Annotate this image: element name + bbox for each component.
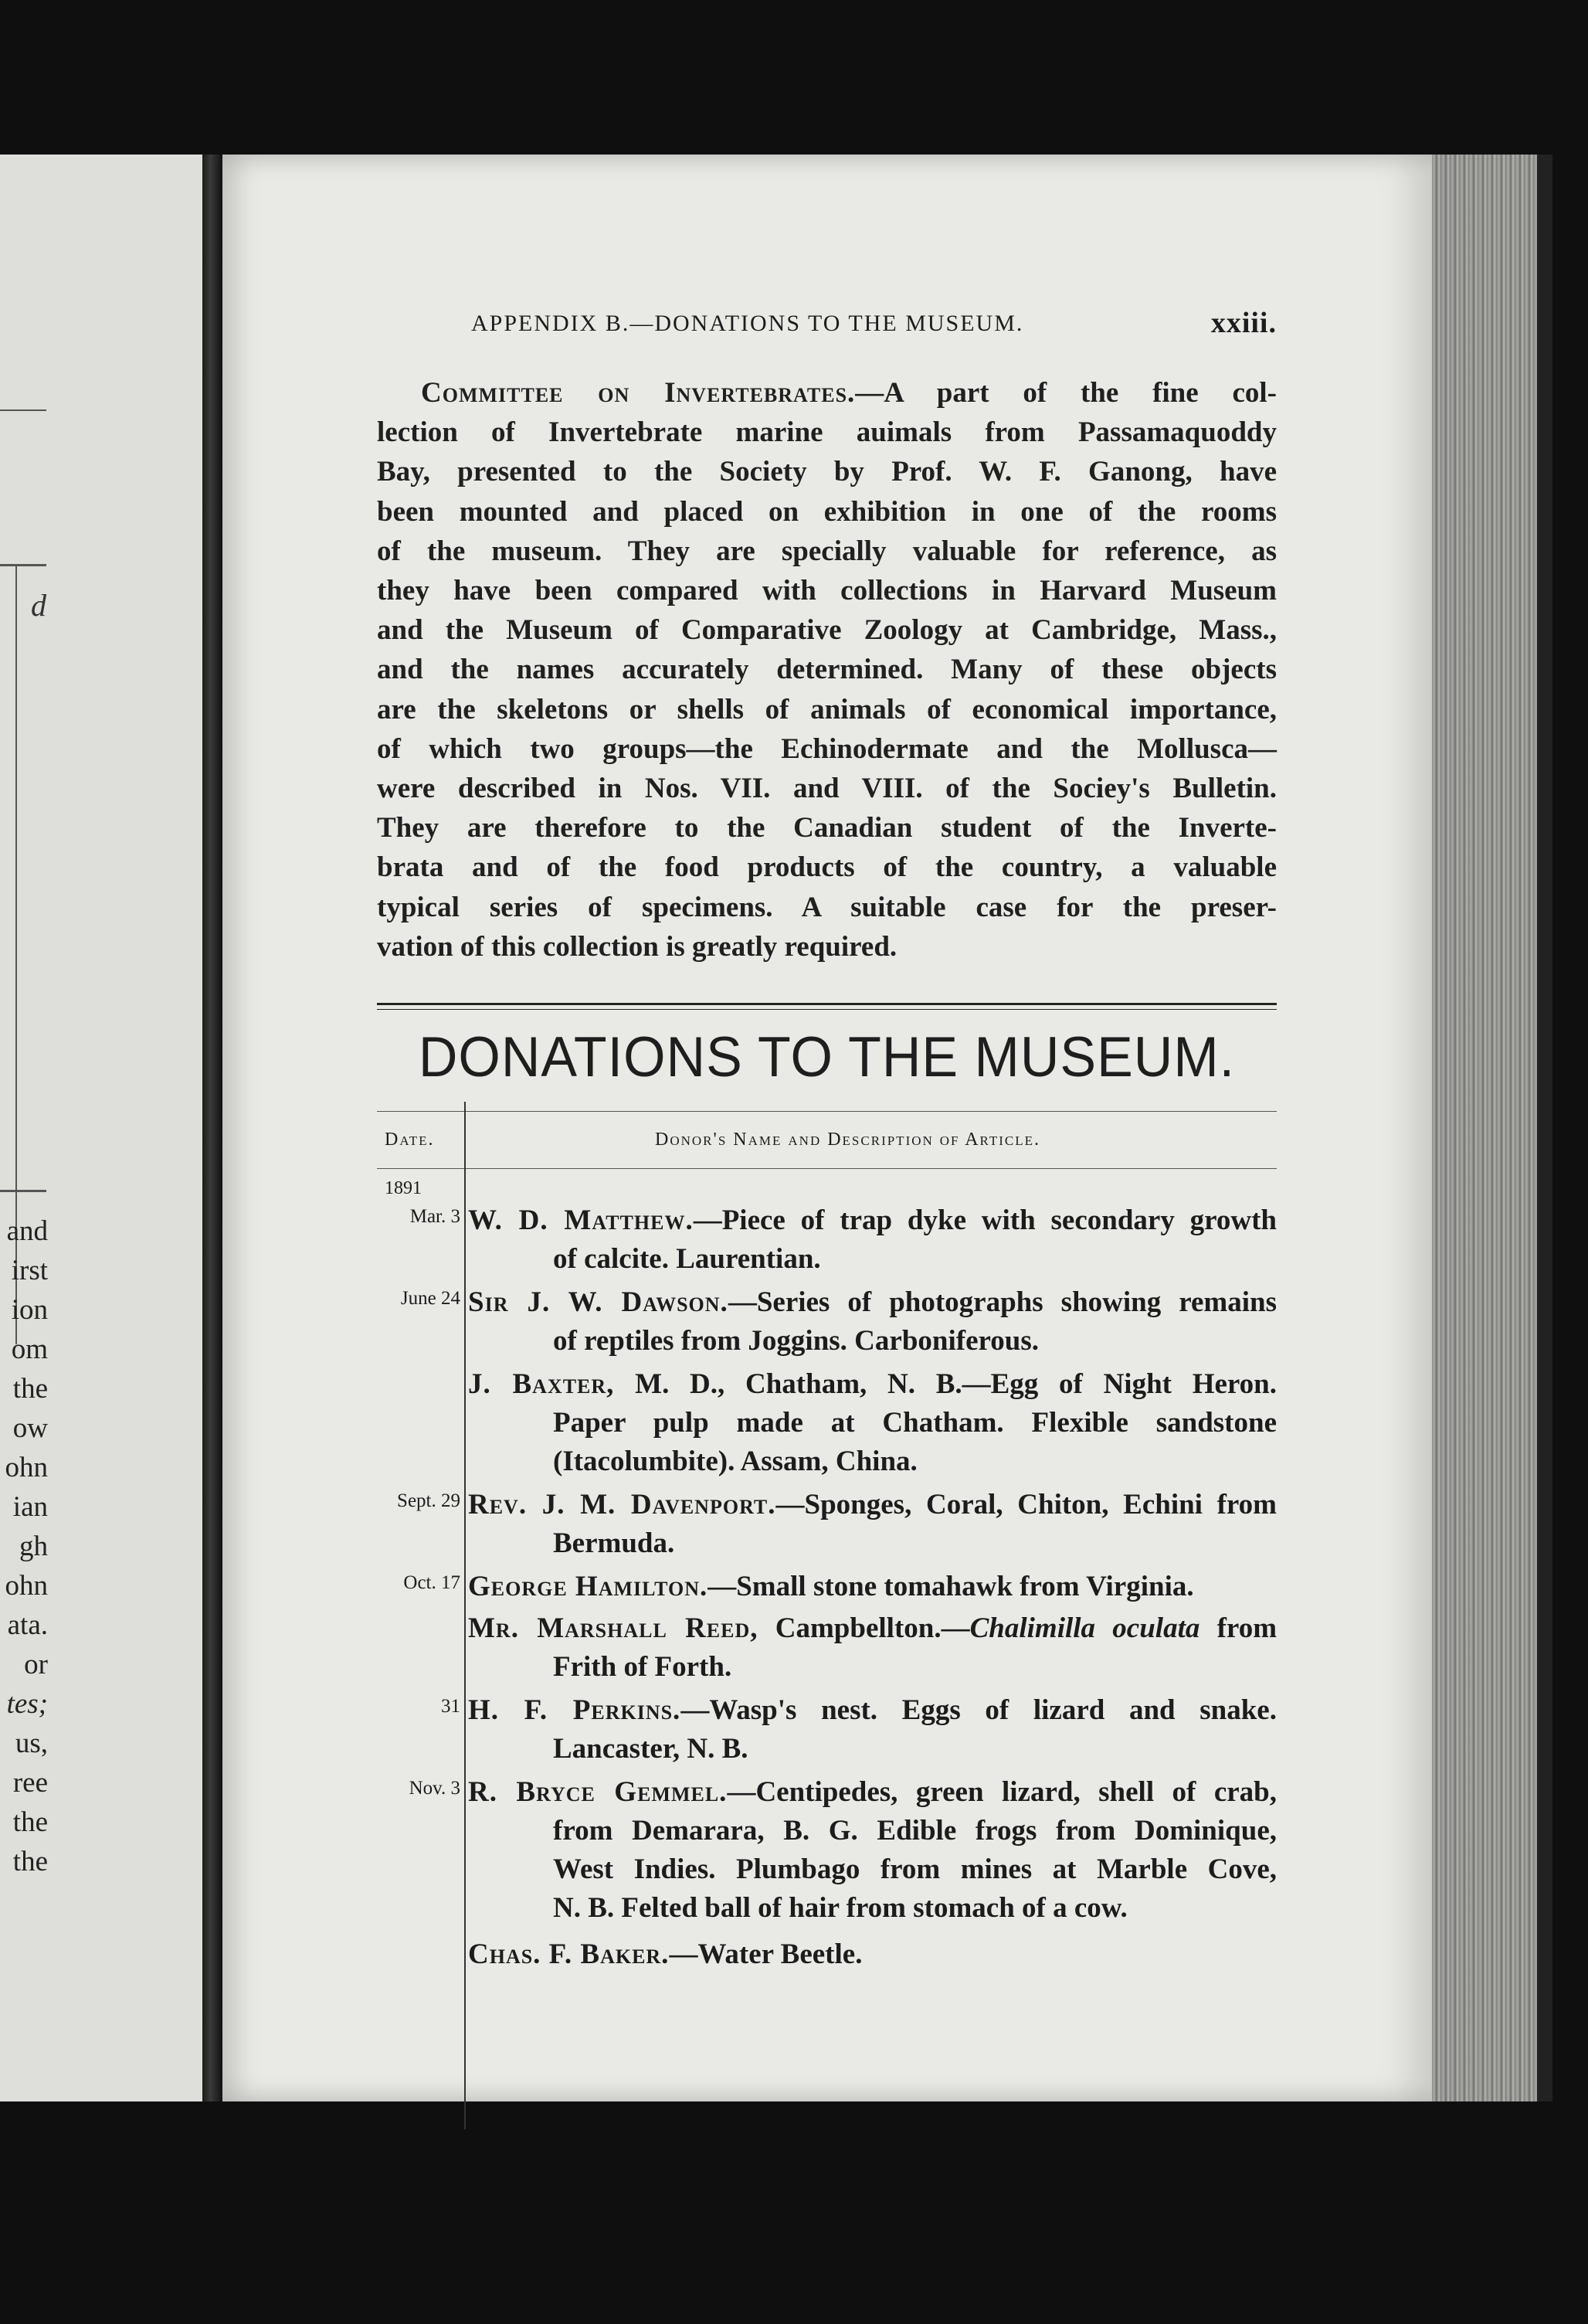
paragraph-line: been mounted and placed on exhibition in one of the rooms [377, 495, 1277, 528]
paragraph-line: They are therefore to the Canadian student of the Inverte- [377, 812, 1277, 844]
row-entry [468, 1609, 1277, 1687]
left-page-line: ohn [5, 1452, 48, 1483]
left-page-line: the [12, 1806, 48, 1838]
row-entry [468, 1773, 1277, 1928]
left-page-line: the [12, 1846, 48, 1877]
paragraph-line: lection of Invertebrate marine auimals from Passamaquoddy [377, 416, 1277, 449]
paragraph-line: brata and of the food products of the country, a valuable [377, 851, 1277, 884]
row-entry [468, 1691, 1277, 1768]
donor-name: Rev. J. M. Davenport. [468, 1489, 776, 1520]
row-entry [468, 1486, 1277, 1563]
left-page-line: om [11, 1334, 48, 1365]
left-page-line: ow [12, 1412, 48, 1444]
left-page-line: ata. [7, 1609, 48, 1641]
section-rule-thick [377, 1003, 1277, 1005]
left-page-line: gh [19, 1531, 48, 1562]
entry-line: Rev. J. M. Davenport.—Sponges, Coral, Chiton, Echini from [468, 1489, 1277, 1520]
paragraph-line: are the skeletons or shells of animals of economical importance, [377, 693, 1277, 725]
donor-name: Sir J. W. Dawson. [468, 1286, 728, 1318]
left-page-line: ion [11, 1294, 48, 1326]
entry-line: of reptiles from Joggins. Carboniferous. [553, 1325, 1039, 1357]
book-page [222, 155, 1432, 2101]
running-head-title: APPENDIX B.—DONATIONS TO THE MUSEUM. [471, 311, 1024, 336]
paragraph-line: they have been compared with collections in Harvard Museum [377, 575, 1277, 607]
entry-line: R. Bryce Gemmel.—Centipedes, green lizard, shell of crab, [468, 1776, 1277, 1808]
left-page-line: irst [11, 1255, 48, 1286]
left-page-letter: d [31, 588, 46, 623]
table-header-rule [377, 1168, 1277, 1169]
entry-line: Frith of Forth. [553, 1651, 732, 1683]
left-page-line: ohn [5, 1570, 48, 1602]
paragraph-line: vation of this collection is greatly required. [377, 930, 897, 963]
table-column-divider [464, 1102, 466, 2129]
row-date: 31 [441, 1696, 460, 1717]
committee-paragraph [377, 373, 1277, 967]
row-entry [468, 1568, 1277, 1606]
paragraph-line: Committee on Invertebrates.—A part of the fine col- [421, 377, 1277, 409]
paragraph-line: Bay, presented to the Society by Prof. W. F. Ganong, have [377, 456, 1277, 488]
left-page-fragment [0, 155, 202, 2101]
left-page-rule [0, 1190, 46, 1192]
left-page-line: us, [15, 1728, 48, 1759]
entry-line: Bermuda. [553, 1527, 675, 1559]
entry-line: Chas. F. Baker.—Water Beetle. [468, 1938, 863, 1970]
left-page-rule [0, 409, 46, 411]
book-gutter [202, 155, 222, 2101]
page-number: xxiii. [1210, 307, 1277, 339]
section-rule-thin [377, 1009, 1277, 1010]
paragraph-line: and the Museum of Comparative Zoology at Cambridge, Mass., [377, 614, 1277, 647]
paragraph-line: of which two groups—the Echinodermate and the Mollusca— [377, 732, 1277, 765]
committee-heading: Committee on Invertebrates. [421, 377, 856, 409]
left-page-line: ian [12, 1491, 48, 1523]
species-name: Chalimilla oculata [969, 1612, 1200, 1644]
donor-name: Mr. Marshall Reed, [468, 1612, 758, 1644]
left-page-line: and [6, 1215, 48, 1247]
entry-line: from Demarara, B. G. Edible frogs from Dominique, [553, 1815, 1277, 1847]
entry-line: (Itacolumbite). Assam, China. [553, 1446, 918, 1477]
page-edge-shadow [1537, 155, 1552, 2101]
row-date: Sept. 29 [397, 1490, 460, 1511]
donations-title: DONATIONS TO THE MUSEUM. [418, 1025, 1236, 1089]
left-page-rule [0, 564, 46, 566]
left-page-line: or [24, 1649, 48, 1680]
donor-name: R. Bryce Gemmel. [468, 1776, 728, 1808]
row-date: Oct. 17 [403, 1572, 460, 1593]
left-page-line: tes; [6, 1688, 48, 1720]
entry-line: H. F. Perkins.—Wasp's nest. Eggs of lizard and snake. [468, 1694, 1277, 1726]
page-edges [1432, 155, 1537, 2101]
row-entry [468, 1201, 1277, 1279]
entry-line: J. Baxter, M. D., Chatham, N. B.—Egg of Night Heron. [468, 1368, 1277, 1400]
year-label: 1891 [385, 1178, 422, 1198]
entry-line: Sir J. W. Dawson.—Series of photographs showing remains [468, 1286, 1278, 1318]
donor-column-header: Donor's Name and Description of Article. [655, 1130, 1040, 1150]
donor-name: W. D. Matthew. [468, 1204, 694, 1236]
table-top-rule [377, 1111, 1277, 1112]
entry-line: Paper pulp made at Chatham. Flexible sandstone [553, 1407, 1277, 1439]
row-date: Nov. 3 [409, 1778, 460, 1799]
entry-line: Mr. Marshall Reed, Campbellton.—Chalimilla oculata from [468, 1612, 1278, 1644]
row-date: Mar. 3 [409, 1206, 460, 1227]
entry-line: W. D. Matthew.—Piece of trap dyke with secondary growth [468, 1204, 1277, 1236]
entry-line: of calcite. Laurentian. [553, 1243, 821, 1275]
donor-name: Chas. F. Baker. [468, 1938, 670, 1970]
row-entry [468, 1365, 1277, 1481]
donor-name: H. F. Perkins. [468, 1694, 681, 1726]
running-head [377, 306, 1277, 345]
paragraph-line: of the museum. They are specially valuable for reference, as [377, 535, 1277, 567]
row-entry [468, 1283, 1277, 1361]
left-page-line: the [12, 1373, 48, 1405]
paragraph-line: were described in Nos. VII. and VIII. of the Sociey's Bulletin. [377, 773, 1277, 805]
entry-line: Lancaster, N. B. [553, 1733, 748, 1765]
paragraph-line: and the names accurately determined. Many of these objects [377, 654, 1277, 686]
entry-line: West Indies. Plumbago from mines at Marble Cove, [553, 1853, 1277, 1885]
donor-name: J. Baxter, [468, 1368, 615, 1400]
entry-line: N. B. Felted ball of hair from stomach of a cow. [553, 1892, 1128, 1924]
entry-line: George Hamilton.—Small stone tomahawk from Virginia. [468, 1571, 1194, 1602]
row-date: June 24 [400, 1288, 460, 1309]
row-entry [468, 1935, 1277, 1974]
donor-name: George Hamilton. [468, 1571, 708, 1602]
paragraph-line: typical series of specimens. A suitable case for the preser- [377, 891, 1277, 923]
date-column-header: Date. [385, 1130, 435, 1150]
left-page-line: ree [12, 1767, 48, 1799]
